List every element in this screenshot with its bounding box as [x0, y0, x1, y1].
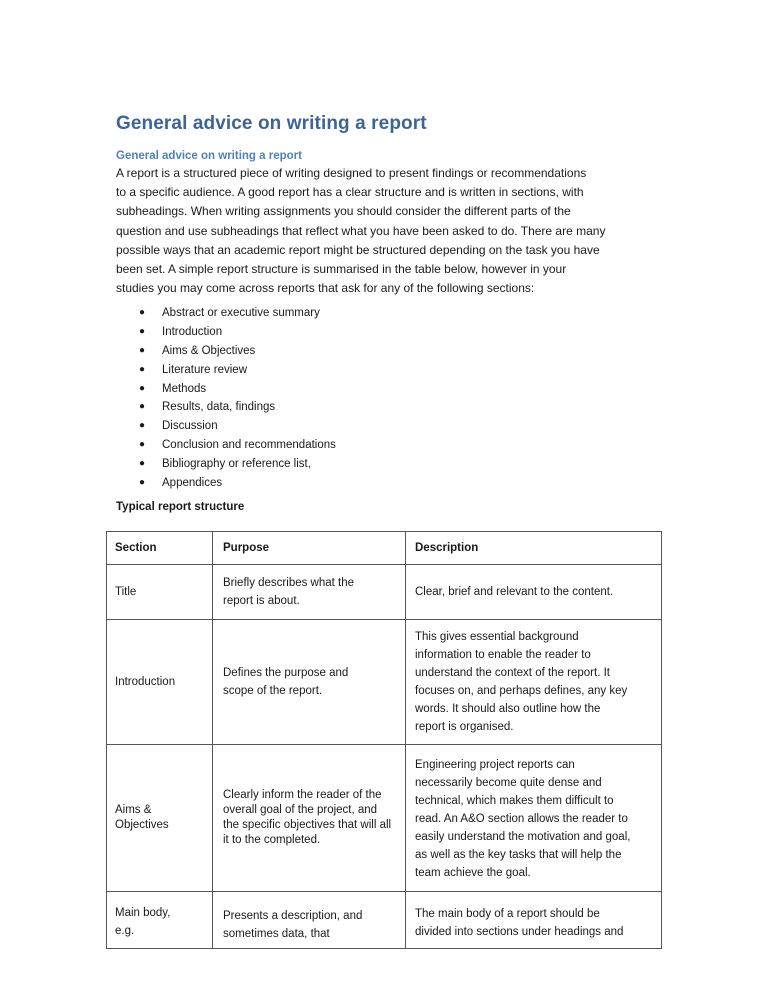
- bullet-icon: ●: [139, 458, 146, 470]
- list-item: ● Conclusion and recommendations: [116, 436, 336, 455]
- intro-line: subheadings. When writing assignments you should consider the different parts of the: [116, 204, 571, 219]
- intro-paragraph: [116, 164, 646, 298]
- table-row: [107, 620, 662, 745]
- cell-section: Aims & Objectives: [107, 745, 213, 892]
- bullet-icon: ●: [139, 325, 146, 337]
- bullet-icon: ●: [139, 344, 146, 356]
- list-item: ● Discussion: [116, 417, 336, 436]
- section-subtitle: General advice on writing a report: [116, 150, 302, 162]
- bullet-icon: ●: [139, 401, 146, 413]
- list-item: ● Appendices: [116, 474, 336, 493]
- cell-description: Clear, brief and relevant to the content.: [406, 565, 662, 620]
- cell-purpose: Clearly inform the reader of the overall goal of the project, and the specific objectives that will all it to the completed.: [213, 745, 406, 892]
- list-item: ● Literature review: [116, 361, 336, 380]
- table-row: [107, 565, 662, 620]
- list-item: ● Aims & Objectives: [116, 342, 336, 361]
- list-item: ● Introduction: [116, 323, 336, 342]
- intro-line: possible ways that an academic report might be structured depending on the task you have: [116, 242, 600, 257]
- intro-line: question and use subheadings that reflect what you have been asked to do. There are many: [116, 223, 606, 238]
- cell-purpose: Briefly describes what the report is about.: [213, 565, 406, 620]
- header-section: Section: [107, 532, 213, 565]
- table-row: [107, 892, 662, 949]
- table-caption: Typical report structure: [116, 501, 245, 513]
- cell-purpose: Presents a description, and sometimes data, that: [213, 892, 406, 949]
- cell-purpose: Defines the purpose and scope of the report.: [213, 620, 406, 745]
- report-structure-table: [106, 531, 662, 949]
- header-description: Description: [406, 532, 662, 565]
- table-row: [107, 745, 662, 892]
- list-item: ● Bibliography or reference list,: [116, 455, 336, 474]
- header-purpose: Purpose: [213, 532, 406, 565]
- list-item: ● Results, data, findings: [116, 398, 336, 417]
- page-title: General advice on writing a report: [116, 113, 427, 134]
- bullet-icon: ●: [139, 477, 146, 489]
- intro-line: to a specific audience. A good report has a clear structure and is written in sections, with: [116, 185, 584, 200]
- cell-section: Main body, e.g.: [107, 892, 213, 949]
- sections-bullet-list: [116, 304, 336, 493]
- intro-line: studies you may come across reports that ask for any of the following sections:: [116, 281, 535, 296]
- bullet-icon: ●: [139, 439, 146, 451]
- bullet-icon: ●: [139, 420, 146, 432]
- list-item: ● Abstract or executive summary: [116, 304, 336, 323]
- bullet-icon: ●: [139, 307, 146, 318]
- bullet-icon: ●: [139, 363, 146, 375]
- list-item: ● Methods: [116, 380, 336, 399]
- table-header-row: [107, 532, 662, 565]
- cell-section: Title: [107, 565, 213, 620]
- bullet-icon: ●: [139, 382, 146, 394]
- intro-line: been set. A simple report structure is summarised in the table below, however in your: [116, 262, 567, 277]
- intro-line: A report is a structured piece of writing designed to present findings or recommendations: [116, 166, 587, 180]
- cell-description: This gives essential background information to enable the reader to understand the context of the report. It focuses on, and perhaps defines, any key words. It should also outline how the report is organised.: [406, 620, 662, 745]
- cell-description: The main body of a report should be divided into sections under headings and: [406, 892, 662, 949]
- cell-description: Engineering project reports can necessarily become quite dense and technical, which makes them difficult to read. An A&O section allows the reader to easily understand the motivation and goal, as well as the key tasks that will help the team achieve the goal.: [406, 745, 662, 892]
- cell-section: Introduction: [107, 620, 213, 745]
